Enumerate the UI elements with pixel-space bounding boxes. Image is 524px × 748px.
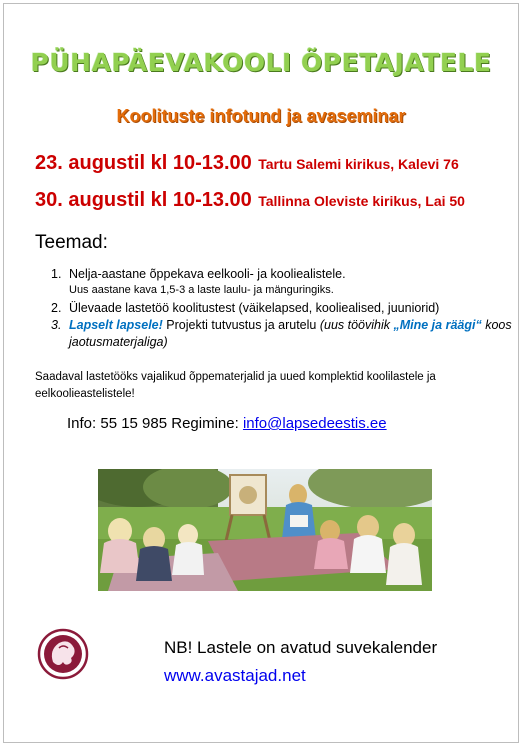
- topics-heading: Teemad:: [35, 232, 108, 253]
- organization-logo: [37, 628, 89, 680]
- list-text-italic: (uus töövihik: [319, 318, 394, 332]
- event-tartu: [35, 152, 459, 175]
- flyer-subtitle: Koolituste infotund ja avaseminar: [116, 106, 406, 126]
- list-text-italic: koos jaotusmaterjaliga): [69, 318, 512, 349]
- list-number: 3.: [51, 318, 62, 332]
- event-date: 23. augustil kl 10-13.00: [35, 152, 252, 174]
- flyer-page: [3, 3, 519, 743]
- list-text: Ülevaade lastetöö koolitustest (väikelapsed, kooliealised, juuniorid): [69, 301, 440, 315]
- list-number: 1.: [51, 267, 62, 281]
- workbook-name: „Mine ja räägi“: [393, 318, 482, 332]
- event-place: Tartu Salemi kirikus, Kalevi 76: [258, 156, 459, 172]
- event-tallinn: [35, 189, 465, 212]
- list-text: Projekti tutvustus ja arutelu: [162, 318, 320, 332]
- list-item: [51, 266, 518, 283]
- contact-phone: Info: 55 15 985 Regimine:: [67, 415, 243, 432]
- topics-list: [51, 266, 518, 351]
- footer-link-row: [164, 666, 306, 686]
- contact-info: [67, 415, 387, 432]
- footer-announcement: NB! Lastele on avatud suvekalender: [164, 638, 438, 657]
- list-item-subtext: Uus aastane kava 1,5-3 a laste laulu- ja mänguringiks.: [69, 284, 334, 296]
- project-name: Lapselt lapsele!: [69, 318, 163, 332]
- flyer-title: PÜHAPÄEVAKOOLI ÕPETAJATELE: [30, 48, 492, 77]
- email-link[interactable]: info@lapsedeestis.ee: [242, 415, 387, 432]
- children-outdoor-photo: [98, 469, 432, 591]
- event-place: Tallinna Oleviste kirikus, Lai 50: [258, 193, 465, 209]
- materials-note: Saadaval lastetööks vajalikud õppematerjalid ja uued komplektid koolilastele ja eelkoolieastelistele!: [35, 371, 436, 400]
- list-item: [51, 300, 518, 317]
- event-date: 30. augustil kl 10-13.00: [35, 189, 252, 211]
- website-link[interactable]: www.avastajad.net: [164, 666, 306, 685]
- list-item: [51, 317, 518, 351]
- list-number: 2.: [51, 301, 62, 315]
- list-text: Nelja-aastane õppekava eelkooli- ja kooliealistele.: [69, 267, 346, 281]
